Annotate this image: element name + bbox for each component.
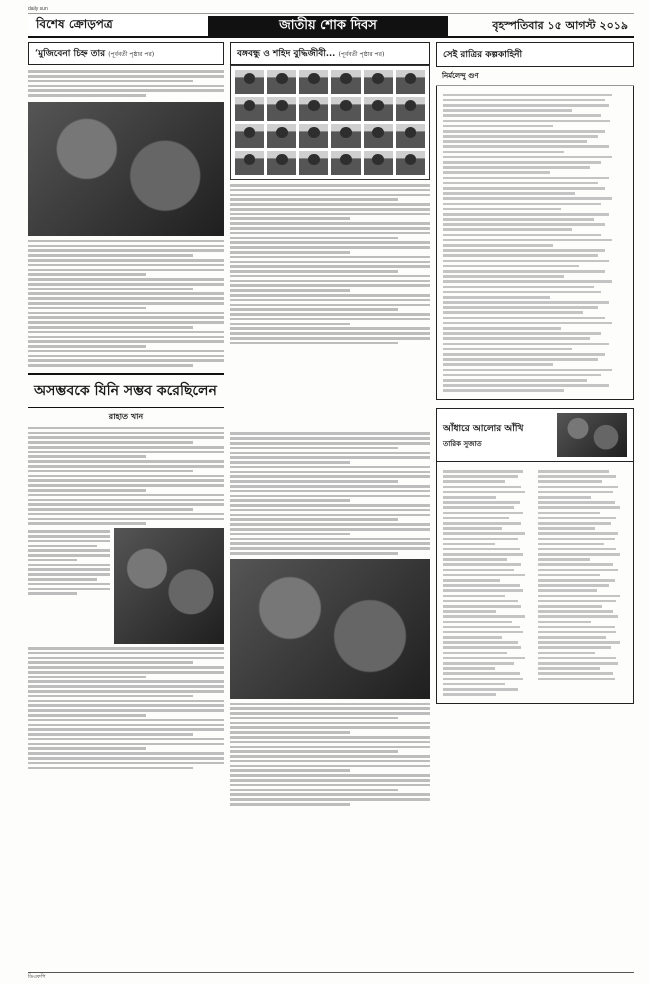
portrait <box>331 97 360 121</box>
poem2-author: তারিক সুজাত <box>443 438 482 448</box>
feature-text <box>28 427 224 525</box>
portrait <box>331 151 360 175</box>
feature-photo <box>114 528 224 644</box>
portrait <box>396 124 425 148</box>
mid-article-title: বঙ্গবন্ধু ও শহিদ বুদ্ধিজীবী... <box>237 49 336 59</box>
poem2-heading <box>436 408 634 462</box>
portrait <box>299 97 328 121</box>
poem2-body <box>436 462 634 704</box>
poem1-title: সেই রাত্রির কল্পকাহিনী <box>436 42 634 67</box>
portrait <box>364 70 393 94</box>
poem1-body <box>436 86 634 400</box>
left-article-body <box>28 65 224 102</box>
footer-text: ডিএফপি <box>28 974 46 980</box>
page-title: জাতীয় শোক দিবস <box>208 16 448 36</box>
portrait <box>267 70 296 94</box>
mid-bottom-text <box>230 703 430 806</box>
issue-date: বৃহস্পতিবার ১৫ আগস্ট ২০১৯ <box>492 18 628 32</box>
page-footer <box>28 972 634 982</box>
portrait <box>331 70 360 94</box>
poem2-title: আঁধারে আলোর আঁখি <box>443 423 524 434</box>
left-photo <box>28 102 224 236</box>
page-header <box>28 16 634 38</box>
poem1-author: নির্মলেন্দু গুণ <box>436 67 634 86</box>
left-article-note: (পূর্ববর্তী পৃষ্ঠার পর) <box>108 51 155 58</box>
article-headline: অসম্ভবকে যিনি সম্ভব করেছিলেন <box>28 373 224 408</box>
portrait <box>235 70 264 94</box>
portrait <box>396 70 425 94</box>
poem2-illustration <box>557 413 627 457</box>
section-label: বিশেষ ক্রোড়পত্র <box>28 16 208 36</box>
portrait <box>299 124 328 148</box>
portrait <box>364 97 393 121</box>
martyrs-photo-grid <box>230 65 430 180</box>
feature-text-more <box>28 647 224 769</box>
feature-text-col <box>28 528 110 644</box>
portrait <box>267 124 296 148</box>
portrait <box>235 97 264 121</box>
mid-article-note: (পূর্ববর্তী পৃষ্ঠার পর) <box>338 51 385 58</box>
portrait <box>235 151 264 175</box>
portrait <box>331 124 360 148</box>
mid-crowd-photo <box>230 559 430 699</box>
portrait <box>396 97 425 121</box>
masthead-small: daily sun <box>28 6 48 12</box>
right-column <box>436 42 634 704</box>
left-article-text <box>28 240 224 367</box>
portrait <box>299 70 328 94</box>
portrait <box>364 124 393 148</box>
portrait <box>235 124 264 148</box>
mid-lower-text <box>230 432 430 554</box>
left-column <box>28 42 224 771</box>
portrait <box>364 151 393 175</box>
portrait <box>267 151 296 175</box>
left-article-heading <box>28 42 224 65</box>
middle-column <box>230 42 430 808</box>
portrait <box>267 97 296 121</box>
left-article-title: ‘মুজিবেনা চিহ্ন তার <box>35 49 106 59</box>
portrait <box>396 151 425 175</box>
article-author: রাহাত খান <box>108 410 144 421</box>
top-strip <box>28 6 634 14</box>
portrait <box>299 151 328 175</box>
mid-article-heading <box>230 42 430 65</box>
mid-article-text <box>230 184 430 344</box>
